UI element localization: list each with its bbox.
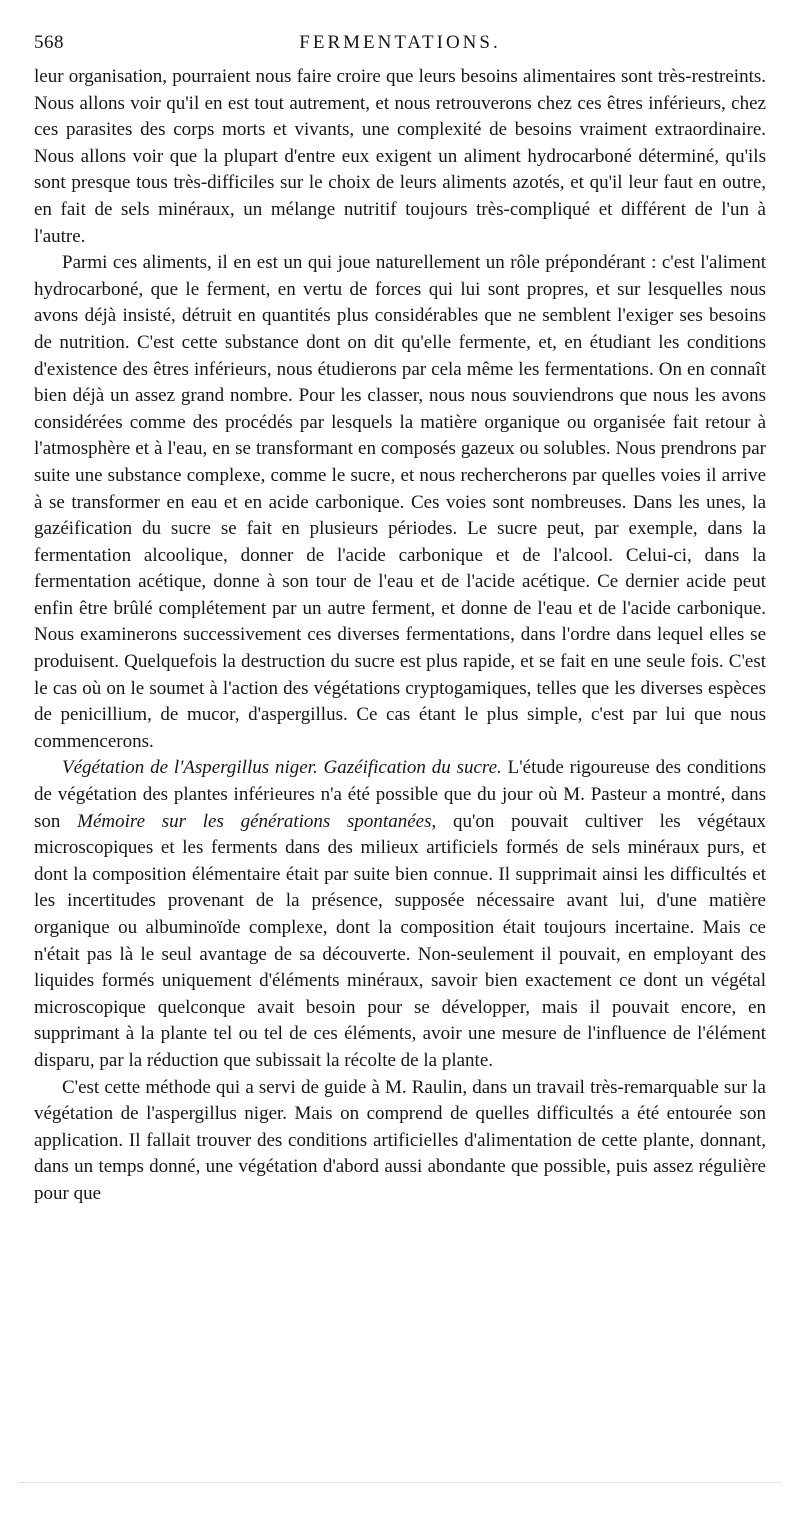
paragraph-text: , qu'on pouvait cultiver les végétaux microscopiques et les ferments dans des milieux artificiels formés de sels minéraux purs, et dont la composition élémentaire était par suite bien connue. Il supprimait ainsi les difficultés et les incertitudes provenant de la présence, supposée nécessaire avant lui, d'une matière organique ou albuminoïde complexe, dont la composition était toujours incertaine. Mais ce n'était pas là le seul avantage de sa découverte. Non-seulement il pouvait, en employant des liquides formés uniquement d'éléments minéraux, savoir bien exactement ce dont un végétal microscopique quelconque avait besoin pour se développer, mais il pouvait encore, en supprimant à la plante tel ou tel de ces éléments, avoir une mesure de l'influence de l'élément disparu, par la réduction que subissait la récolte de la plante.: [34, 810, 766, 1071]
body-text: [34, 64, 766, 1208]
page-number: 568: [34, 32, 64, 53]
paragraph-text: L'étude rigoureuse des conditions de végétation des plantes inférieures n'a été possible que du jour où M. Pasteur a montré, dans son: [34, 757, 767, 832]
running-title: FERMENTATIONS.: [299, 32, 501, 53]
running-head: [34, 30, 766, 56]
book-page: [34, 30, 766, 1208]
paragraph-fermentation-classification: Parmi ces aliments, il en est un qui joue naturellement un rôle prépondérant : c'est l'aliment hydrocarboné, que le ferment, en vertu de forces qui lui sont propres, et sur lesquelles nous avons déjà insisté, détruit en quantités plus considérables que ne semblent l'exiger ses besoins de nutrition. C'est cette substance dont on dit qu'elle fermente, et, en étudiant les conditions d'existence des êtres inférieurs, nous étudierons par cela même les fermentations. On en connaît bien déjà un assez grand nombre. Pour les classer, nous nous souviendrons que nous les avons considérées comme des procédés par lesquels la matière organique ou organisée fait retour à l'atmosphère et à l'eau, en se transformant en composés gazeux ou solubles. Nous prendrons par suite une substance complexe, comme le sucre, et nous rechercherons par quelles voies il arrive à se transformer en eau et en acide carbonique. Ces voies sont nombreuses. Dans les unes, la gazéification du sucre se fait en plusieurs périodes. Le sucre peut, par exemple, dans la fermentation alcoolique, donner de l'acide carbonique et de l'alcool. Celui-ci, dans la fermentation acétique, donne à son tour de l'eau et de l'acide acétique. Ce dernier acide peut enfin être brûlé complétement par un autre ferment, et donne de l'eau et de l'acide carbonique. Nous examinerons successivement ces diverses fermentations, dans l'ordre dans lequel elles se produisent. Quelquefois la destruction du sucre est plus rapide, et se fait en une seule fois. C'est le cas où on le soumet à l'action des végétations cryptogamiques, telles que les diverses espèces de penicillium, de mucor, d'aspergillus. Ce cas étant le plus simple, c'est par lui que nous commencerons.: [34, 252, 766, 752]
section-heading-italic: Végétation de l'Aspergillus niger. Gazéification du sucre.: [62, 757, 502, 779]
memoir-title-italic: Mémoire sur les générations spontanées: [77, 810, 432, 832]
paragraph-continuation: leur organisation, pourraient nous faire croire que leurs besoins alimentaires sont très-restreints. Nous allons voir qu'il en est tout autrement, et nous retrouverons chez ces êtres inférieurs, chez ces parasites des corps morts et vivants, une complexité de besoins vraiment extraordinaire. Nous allons voir que la plupart d'entre eux exigent un aliment hydrocarboné déterminé, qu'ils sont presque tous très-difficiles sur le choix de leurs aliments azotés, et qu'il leur faut en outre, en fait de sels minéraux, un mélange nutritif toujours très-compliqué et différent de l'un à l'autre.: [34, 66, 766, 247]
paragraph-raulin-method: C'est cette méthode qui a servi de guide à M. Raulin, dans un travail très-remarquable sur la végétation de l'aspergillus niger. Mais on comprend de quelles difficultés a été entourée son application. Il fallait trouver des conditions artificielles d'alimentation de cette plante, donnant, dans un temps donné, une végétation d'abord aussi abondante que possible, puis assez régulière pour que: [34, 1076, 766, 1204]
paragraph-aspergillus-section: [34, 755, 766, 1074]
page-bottom-rule: [20, 1482, 780, 1483]
